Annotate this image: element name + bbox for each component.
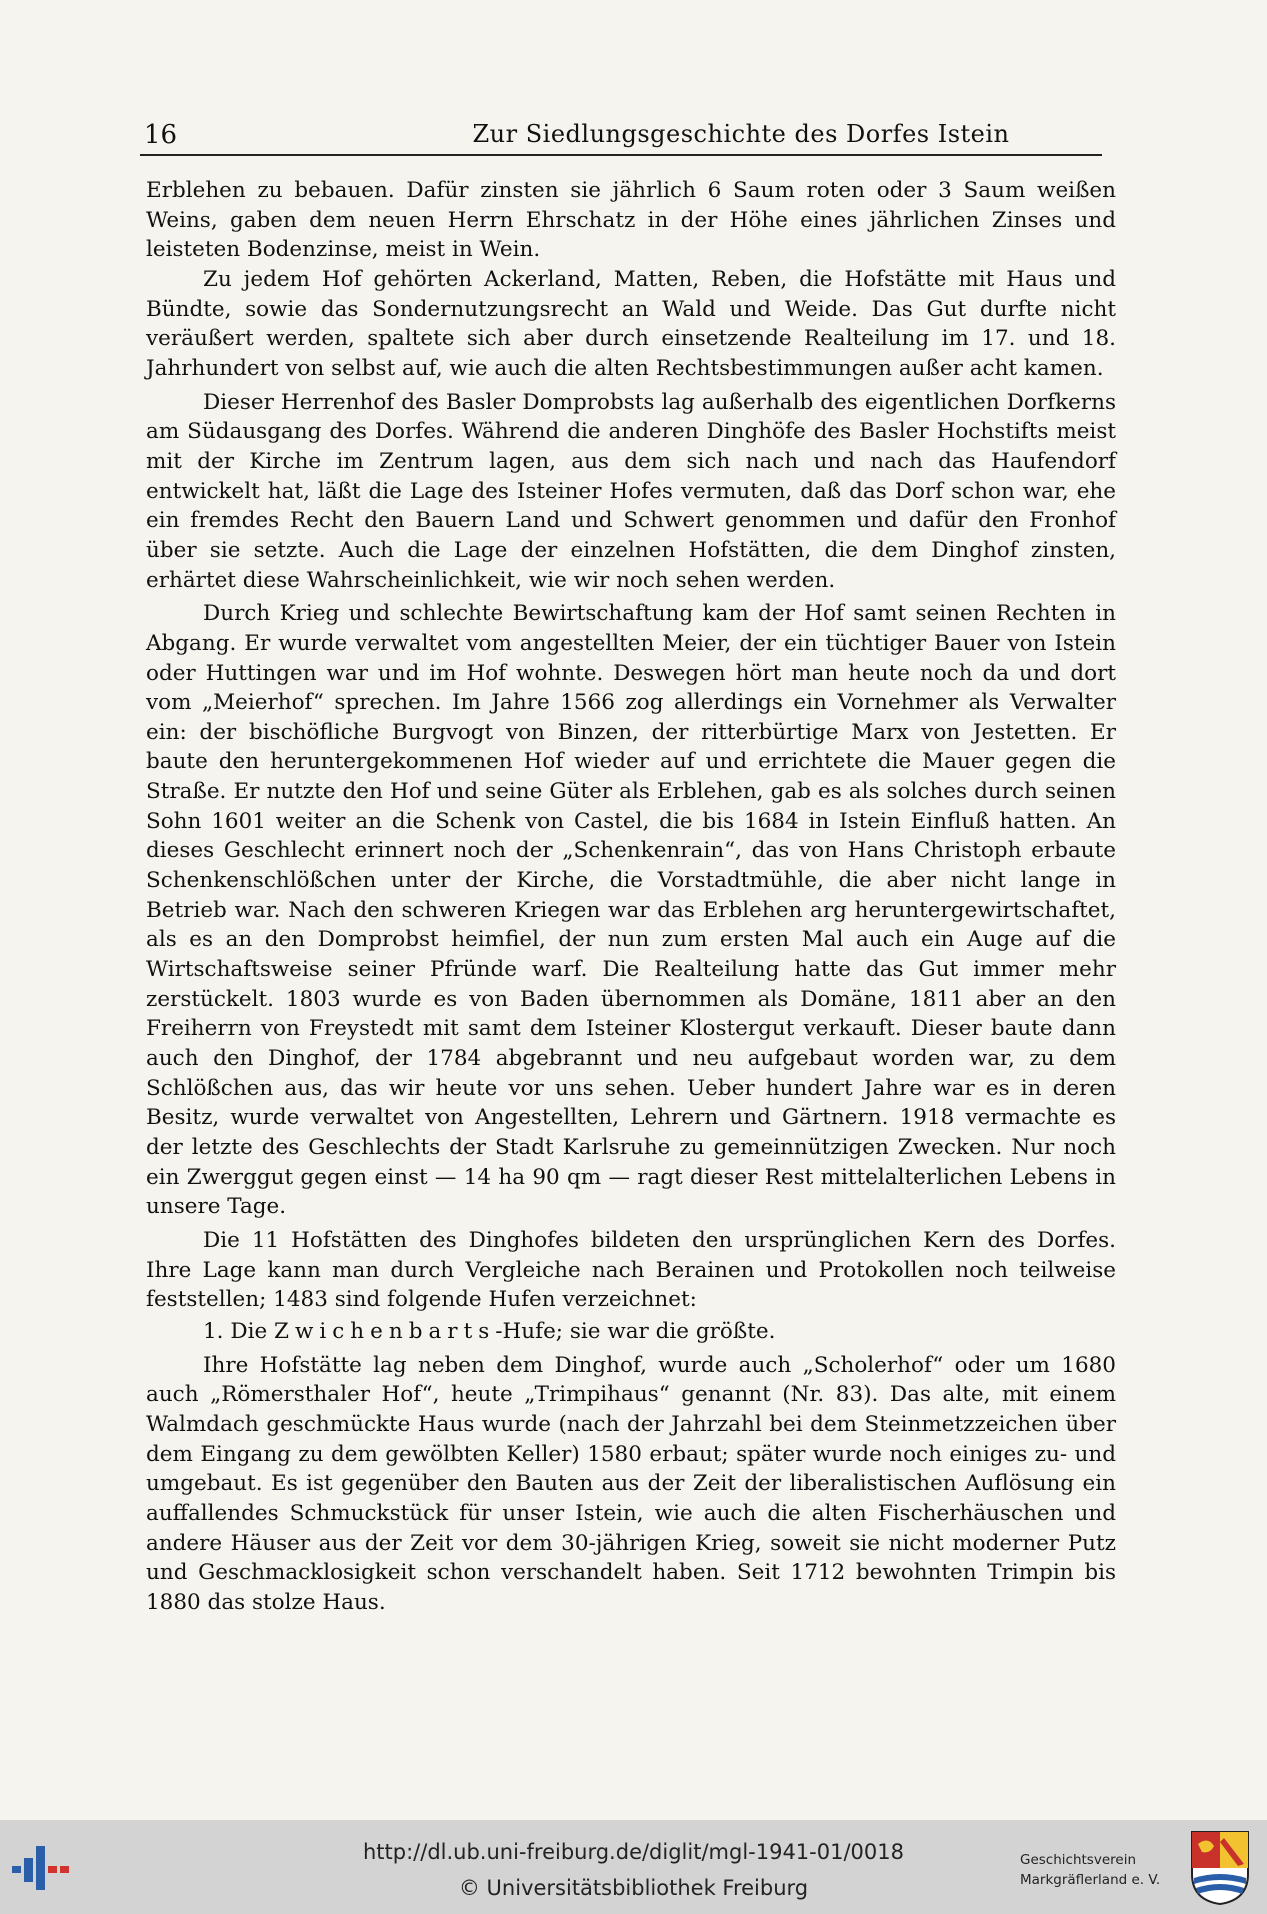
society-line: Geschichtsverein <box>1020 1852 1136 1868</box>
running-title: Zur Siedlungsgeschichte des Dorfes Istein <box>472 120 1010 148</box>
coat-of-arms-icon <box>1190 1830 1250 1906</box>
paragraph: Die 11 Hofstätten des Dinghofes bildeten den ursprünglichen Kern des Dorfes. Ihre Lage kann man durch Vergleiche nach Berainen und Protokollen noch teilweise feststellen; 1483 sind folgende Hufen verzeichnet: <box>146 1227 1116 1313</box>
society-line: Markgräflerland e. V. <box>1020 1872 1161 1888</box>
paragraph: Zu jedem Hof gehörten Ackerland, Matten, Reben, die Hofstätte mit Haus und Bündte, sowie das Sondernutzungsrecht an Wald und Weide. Das Gut durfte nicht veräußert werden, spaltete sich aber durch einsetzende Realteilung im 17. und 18. Jahrhundert von selbst auf, wie auch die alten Rechtsbestimmungen außer acht kamen. <box>146 266 1116 381</box>
paragraph: Ihre Hofstätte lag neben dem Dinghof, wurde auch „Scholerhof“ oder um 1680 auch „Römersthaler Hof“, heute „Trimpihaus“ genannt (Nr. 83). Das alte, mit einem Walmdach geschmückte Haus wurde (nach der Jahrzahl bei dem Steinmetzzeichen über dem Eingang zu dem gewölbten Keller) 1580 erbaut; später wurde noch einiges zu- und umgebaut. Es ist gegenüber den Bauten aus der Zeit der liberalistischen Auflösung ein auffallendes Schmuckstück für unser Istein, wie auch die alten Fischerhäuschen und andere Häuser aus der Zeit vor dem 30-jährigen Krieg, soweit sie nicht moderner Putz und Geschmacklosigkeit schon verschandelt haben. Seit 1712 bewohnten Trimpin bis 1880 das stolze Haus. <box>146 1352 1116 1615</box>
permalink-link[interactable]: http://dl.ub.uni-freiburg.de/diglit/mgl-1941-01/0018 <box>362 1840 904 1864</box>
paragraph: Erblehen zu bebauen. Dafür zinsten sie jährlich 6 Saum roten oder 3 Saum weißen Weins, gaben dem neuen Herrn Ehrschatz in der Höhe eines jährlichen Zinses und leisteten Bodenzinse, meist in Wein. <box>146 178 1116 263</box>
society-name <box>1020 1850 1160 1890</box>
viewer-footer <box>0 1820 1267 1914</box>
list-item <box>146 1317 1116 1347</box>
page-header <box>140 118 1102 156</box>
body-text <box>146 176 1116 1618</box>
copyright-text: © Universitätsbibliothek Freiburg <box>458 1876 809 1900</box>
list-item-number: 1. Die <box>203 1318 268 1344</box>
list-item-name: Zwichenbarts <box>274 1318 496 1344</box>
page-number: 16 <box>144 120 178 150</box>
paragraph: Dieser Herrenhof des Basler Domprobsts lag außerhalb des eigentlichen Dorfkerns am Südausgang des Dorfes. Während die anderen Dinghöfe des Basler Hochstifts meist mit der Kirche im Zentrum lagen, aus dem sich nach und nach das Haufendorf entwickelt hat, läßt die Lage des Isteiner Hofes vermuten, daß das Dorf schon war, ehe ein fremdes Recht den Bauern Land und Schwert genommen und dafür den Fronhof über sie setzte. Auch die Lage der einzelnen Hofstätten, die dem Dinghof zinsten, erhärtet diese Wahrscheinlichkeit, wie wir noch sehen werden. <box>146 389 1116 593</box>
list-item-text: -Hufe; sie war die größte. <box>495 1318 776 1344</box>
paragraph: Durch Krieg und schlechte Bewirtschaftung kam der Hof samt seinen Rechten in Abgang. Er wurde verwaltet vom angestellten Meier, der ein tüchtiger Bauer von Istein oder Huttingen war und im Hof wohnte. Deswegen hört man heute noch da und dort vom „Meierhof“ sprechen. Im Jahre 1566 zog allerdings ein Vornehmer als Verwalter ein: der bischöfliche Burgvogt von Binzen, der ritterbürtige Marx von Jestetten. Er baute den heruntergekommenen Hof wieder auf und errichtete die Mauer gegen die Straße. Er nutzte den Hof und seine Güter als Erblehen, gab es als solches durch seinen Sohn 1601 weiter an die Schenk von Castel, die bis 1684 in Istein Einfluß hatten. An dieses Geschlecht erinnert noch der „Schenkenrain“, das von Hans Christoph erbaute Schenkenschlößchen unter der Kirche, die Vorstadtmühle, die aber nicht lange in Betrieb war. Nach den schweren Kriegen war das Erblehen arg heruntergewirtschaftet, als es an den Domprobst heimfiel, der nun zum ersten Mal auch ein Auge auf die Wirtschaftsweise seiner Pfründe warf. Die Realteilung hatte das Gut immer mehr zerstückelt. 1803 wurde es von Baden übernommen als Domäne, 1811 aber an den Freiherrn von Freystedt mit samt dem Isteiner Klostergut verkauft. Dieser baute dann auch den Dinghof, der 1784 abgebrannt und neu aufgebaut worden war, zu dem Schlößchen aus, das wir heute vor uns sehen. Ueber hundert Jahre war es in deren Besitz, wurde verwaltet von Angestellten, Lehrern und Gärtnern. 1918 vermachte es der letzte des Geschlechts der Stadt Karlsruhe zu gemeinnützigen Zwecken. Nur noch ein Zwerggut gegen einst — 14 ha 90 qm — ragt dieser Rest mittelalterlichen Lebens in unsere Tage. <box>146 601 1116 1220</box>
